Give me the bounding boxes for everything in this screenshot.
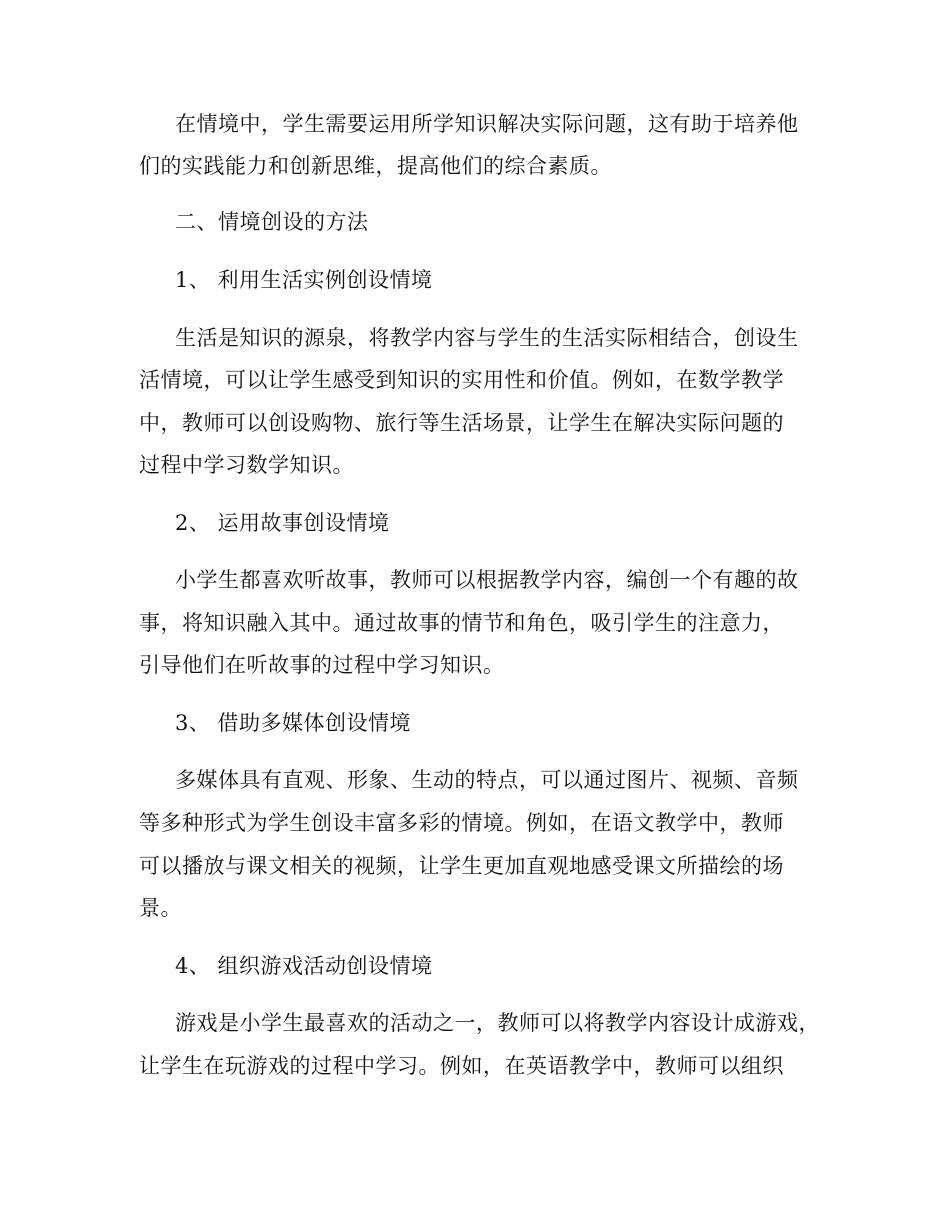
subsection-heading: 2、 运用故事创设情境	[175, 511, 390, 535]
paragraph-line: 小学生都喜欢听故事，教师可以根据教学内容，编创一个有趣的故	[175, 568, 799, 592]
paragraph-line: 多媒体具有直观、形象、生动的特点，可以通过图片、视频、音频	[175, 768, 799, 792]
paragraph-line: 可以播放与课文相关的视频，让学生更加直观地感受课文所描绘的场	[139, 854, 784, 878]
paragraph-line: 生活是知识的源泉，将教学内容与学生的生活实际相结合，创设生	[175, 326, 799, 350]
section-heading: 二、情境创设的方法	[175, 210, 369, 234]
paragraph-line: 等多种形式为学生创设丰富多彩的情境。例如，在语文教学中，教师	[139, 811, 784, 835]
paragraph-line: 引导他们在听故事的过程中学习知识。	[139, 653, 505, 677]
subsection-heading: 4、 组织游戏活动创设情境	[175, 954, 433, 978]
paragraph-line: 游戏是小学生最喜欢的活动之一，教师可以将教学内容设计成游戏，	[175, 1011, 820, 1035]
paragraph-line: 事，将知识融入其中。通过故事的情节和角色，吸引学生的注意力，	[139, 611, 784, 635]
paragraph-line: 景。	[139, 896, 182, 920]
subsection-heading: 1、 利用生活实例创设情境	[175, 268, 433, 292]
paragraph-line: 让学生在玩游戏的过程中学习。例如，在英语教学中，教师可以组织	[139, 1054, 784, 1078]
paragraph-line: 活情境，可以让学生感受到知识的实用性和价值。例如，在数学教学	[139, 368, 784, 392]
paragraph-line: 过程中学习数学知识。	[139, 453, 354, 477]
paragraph-line: 在情境中，学生需要运用所学知识解决实际问题，这有助于培养他	[175, 112, 799, 136]
paragraph-line: 中，教师可以创设购物、旅行等生活场景，让学生在解决实际问题的	[139, 411, 784, 435]
paragraph-line: 们的实践能力和创新思维，提高他们的综合素质。	[139, 154, 612, 178]
subsection-heading: 3、 借助多媒体创设情境	[175, 711, 412, 735]
